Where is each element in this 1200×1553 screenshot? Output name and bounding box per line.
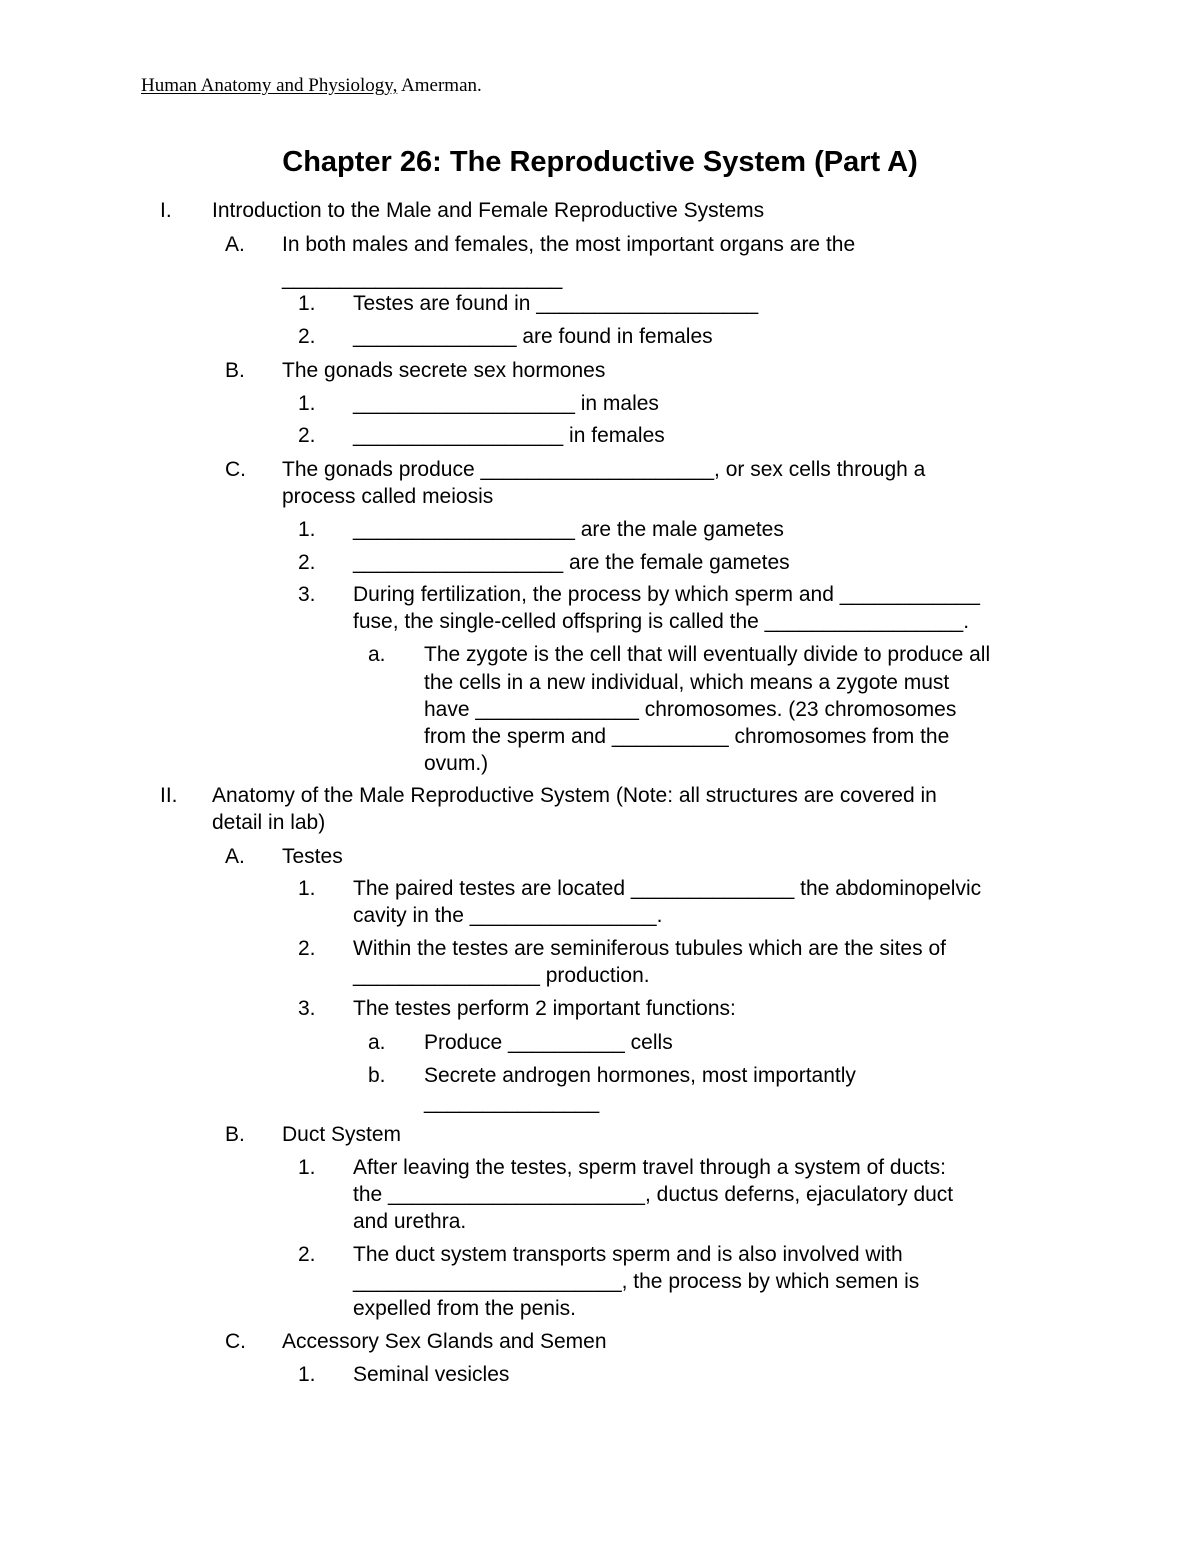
outline-text: Secrete androgen hormones, most importantly xyxy=(424,1064,856,1087)
outline-line xyxy=(0,1328,1200,1355)
outline-text: have ______________ chromosomes. (23 chromosomes xyxy=(424,698,957,721)
outline-text: Within the testes are seminiferous tubules which are the sites of xyxy=(353,937,946,960)
outline-line xyxy=(0,1029,1200,1056)
outline-text: Introduction to the Male and Female Reproductive Systems xyxy=(212,199,765,222)
outline-marker: 2. xyxy=(298,1243,316,1266)
outline-text: The gonads secrete sex hormones xyxy=(282,359,606,382)
outline-line xyxy=(0,1241,1200,1268)
outline-line xyxy=(0,231,1200,258)
outline-text: The testes perform 2 important functions: xyxy=(353,997,736,1020)
outline-text: After leaving the testes, sperm travel through a system of ducts: xyxy=(353,1156,946,1179)
outline-text: The zygote is the cell that will eventually divide to produce all xyxy=(424,643,991,666)
outline-text: cavity in the ________________. xyxy=(353,904,663,927)
outline-line xyxy=(0,1089,1200,1116)
outline-text: ________________ production. xyxy=(353,964,650,987)
outline-line xyxy=(0,516,1200,543)
outline-line xyxy=(0,809,1200,836)
outline-line xyxy=(0,875,1200,902)
outline-text: The paired testes are located ______________ the abdominopelvic xyxy=(353,877,982,900)
outline-line xyxy=(0,197,1200,224)
outline-line xyxy=(0,422,1200,449)
outline-text: The duct system transports sperm and is also involved with xyxy=(353,1243,903,1266)
outline-text: ___________________ in males xyxy=(353,392,659,415)
outline-text: During fertilization, the process by which sperm and ____________ xyxy=(353,583,980,606)
outline-marker: A. xyxy=(225,845,245,868)
outline-line xyxy=(0,1268,1200,1295)
outline-text: _______________ xyxy=(424,1091,600,1114)
outline-line xyxy=(0,723,1200,750)
outline-marker: b. xyxy=(368,1064,386,1087)
outline-marker: 1. xyxy=(298,877,316,900)
outline-marker: 1. xyxy=(298,518,316,541)
outline-marker: I. xyxy=(160,199,172,222)
outline-line xyxy=(0,265,1200,292)
outline-text: __________________ in females xyxy=(353,424,665,447)
outline-line xyxy=(0,608,1200,635)
outline-line xyxy=(0,843,1200,870)
outline-marker: A. xyxy=(225,233,245,256)
outline-text: __________________ are the female gametes xyxy=(353,551,790,574)
page-header xyxy=(141,74,482,98)
outline-line xyxy=(0,456,1200,483)
book-author: Amerman. xyxy=(397,75,482,96)
outline-text: expelled from the penis. xyxy=(353,1297,576,1320)
outline-marker: 2. xyxy=(298,937,316,960)
outline-marker: a. xyxy=(368,1031,386,1054)
outline-text: Accessory Sex Glands and Semen xyxy=(282,1330,607,1353)
outline-line xyxy=(0,995,1200,1022)
outline-text: Seminal vesicles xyxy=(353,1363,510,1386)
outline-line xyxy=(0,357,1200,384)
outline-text: ________________________ xyxy=(282,267,563,290)
outline-marker: 1. xyxy=(298,1156,316,1179)
outline-text: In both males and females, the most important organs are the xyxy=(282,233,856,256)
outline-text: Anatomy of the Male Reproductive System (Note: all structures are covered in xyxy=(212,784,937,807)
outline-text: ______________ are found in females xyxy=(353,325,713,348)
outline-line xyxy=(0,549,1200,576)
outline-text: fuse, the single-celled offspring is called the _________________. xyxy=(353,610,970,633)
outline-text: process called meiosis xyxy=(282,485,494,508)
outline-text: Produce __________ cells xyxy=(424,1031,673,1054)
outline-line xyxy=(0,581,1200,608)
outline-text: _______________________, the process by which semen is xyxy=(353,1270,920,1293)
outline-line xyxy=(0,1121,1200,1148)
outline-text: The gonads produce ____________________, or sex cells through a xyxy=(282,458,926,481)
outline-line xyxy=(0,935,1200,962)
outline-text: the cells in a new individual, which means a zygote must xyxy=(424,671,950,694)
outline-line xyxy=(0,483,1200,510)
outline-line xyxy=(0,1295,1200,1322)
outline-marker: 1. xyxy=(298,392,316,415)
outline-line xyxy=(0,1361,1200,1388)
book-title: Human Anatomy and Physiology, xyxy=(141,75,398,96)
outline-marker: C. xyxy=(225,458,246,481)
outline-marker: B. xyxy=(225,1123,245,1146)
outline-marker: a. xyxy=(368,643,386,666)
outline-line xyxy=(0,1208,1200,1235)
outline-text: ovum.) xyxy=(424,752,489,775)
outline-text: from the sperm and __________ chromosomes from the xyxy=(424,725,950,748)
chapter-title: Chapter 26: The Reproductive System (Part A) xyxy=(282,146,918,178)
outline-text: and urethra. xyxy=(353,1210,467,1233)
outline-line xyxy=(0,1062,1200,1089)
outline-marker: 3. xyxy=(298,583,316,606)
outline-line xyxy=(0,323,1200,350)
outline-line xyxy=(0,669,1200,696)
outline-line xyxy=(0,290,1200,317)
outline-text: the ______________________, ductus deferns, ejaculatory duct xyxy=(353,1183,954,1206)
outline-line xyxy=(0,782,1200,809)
outline-marker: 2. xyxy=(298,325,316,348)
outline-line xyxy=(0,1181,1200,1208)
outline-line xyxy=(0,902,1200,929)
outline-line xyxy=(0,641,1200,668)
outline-line xyxy=(0,750,1200,777)
outline-line xyxy=(0,962,1200,989)
outline-marker: 1. xyxy=(298,1363,316,1386)
outline-marker: 2. xyxy=(298,424,316,447)
outline-marker: 2. xyxy=(298,551,316,574)
outline-line xyxy=(0,696,1200,723)
outline-line xyxy=(0,390,1200,417)
outline-text: ___________________ are the male gametes xyxy=(353,518,784,541)
outline-marker: 3. xyxy=(298,997,316,1020)
outline-marker: C. xyxy=(225,1330,246,1353)
outline-text: Testes are found in ___________________ xyxy=(353,292,759,315)
outline-text: Testes xyxy=(282,845,343,868)
outline-marker: B. xyxy=(225,359,245,382)
outline-line xyxy=(0,1154,1200,1181)
outline-marker: II. xyxy=(160,784,178,807)
outline-text: Duct System xyxy=(282,1123,402,1146)
outline-text: detail in lab) xyxy=(212,811,326,834)
outline-marker: 1. xyxy=(298,292,316,315)
